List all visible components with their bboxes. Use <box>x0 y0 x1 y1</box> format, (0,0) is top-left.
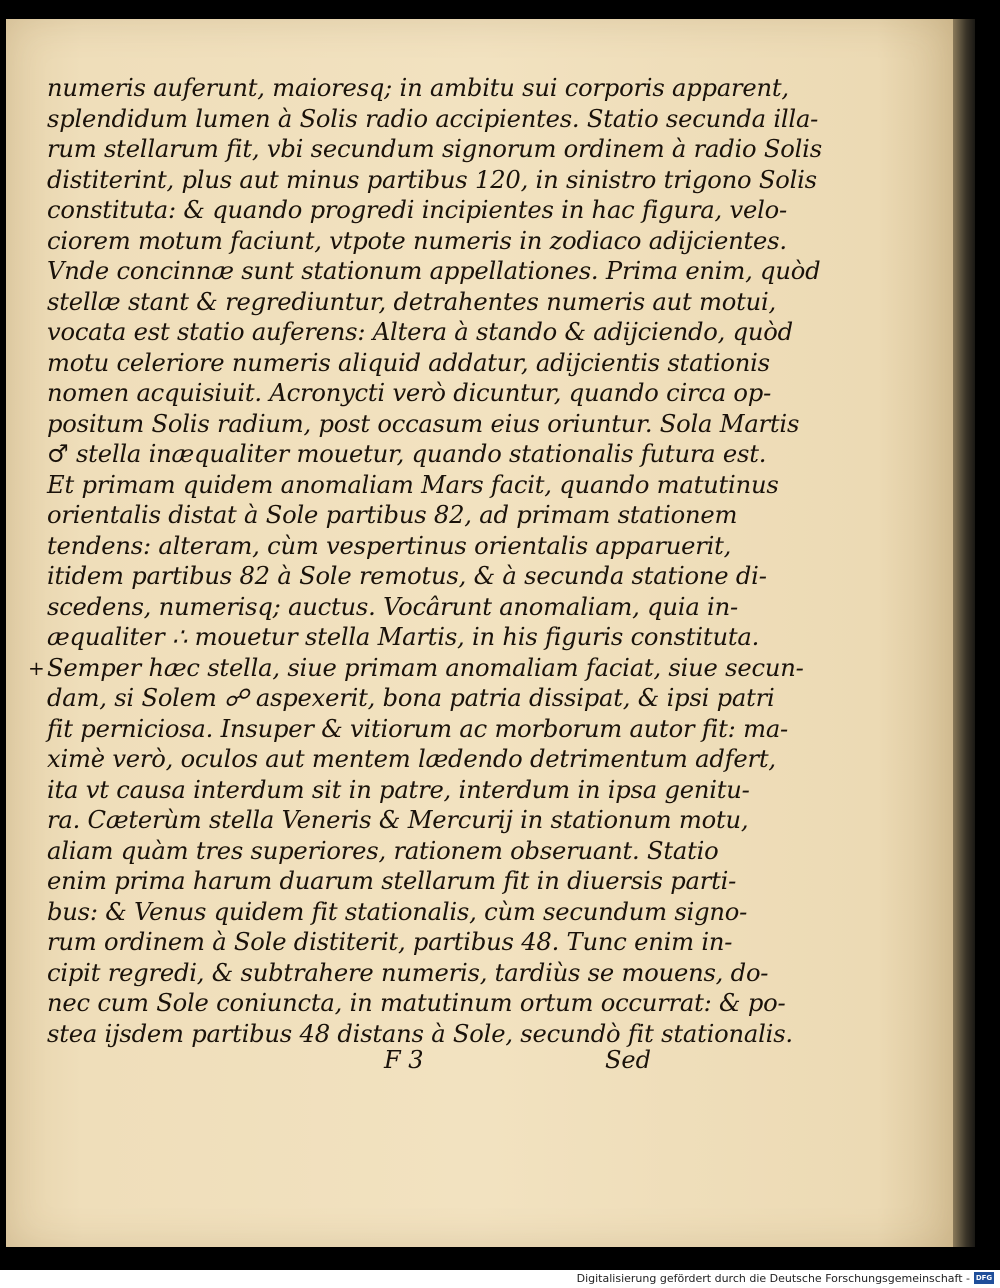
text-line-content: stea ijsdem partibus 48 distans à Sole, secundò fit stationalis. <box>47 1019 793 1048</box>
text-line-content: Vnde concinnæ sunt stationum appellationes. Prima enim, quòd <box>47 257 821 285</box>
text-line-content: dam, si Solem ☍ aspexerit, bona patria dissipat, & ipsi patri <box>47 684 775 712</box>
text-line-content: nec cum Sole coniuncta, in matutinum ortum occurrat: & po- <box>47 989 786 1017</box>
page-footer <box>47 1046 651 1078</box>
margin-cross-mark: + <box>28 655 45 680</box>
text-line-content: tendens: alteram, cùm vespertinus orientalis apparuerit, <box>47 531 732 560</box>
text-line-content: orientalis distat à Sole partibus 82, ad primam stationem <box>47 501 738 529</box>
text-line-content: aliam quàm tres superiores, rationem obseruant. Statio <box>47 836 719 865</box>
text-line <box>47 1019 793 1050</box>
text-line <box>47 714 789 745</box>
page-edge-shadow <box>953 19 975 1247</box>
text-line-content: rum ordinem à Sole distiterit, partibus 48. Tunc enim in- <box>47 928 733 956</box>
text-line-content: distiterint, plus aut minus partibus 120, in sinistro trigono Solis <box>47 165 817 194</box>
text-line <box>47 500 738 531</box>
text-line <box>47 622 760 653</box>
text-line <box>47 378 772 409</box>
catchword: Sed <box>604 1046 651 1074</box>
text-line <box>47 317 793 348</box>
text-line <box>47 805 749 836</box>
signature-mark: F 3 <box>384 1046 424 1074</box>
text-line-content: scedens, numerisq; auctus. Vocârunt anomaliam, quia in- <box>47 592 738 621</box>
text-line <box>47 226 787 257</box>
text-line <box>47 470 779 501</box>
text-line-content: motu celeriore numeris aliquid addatur, adijcientis stationis <box>47 348 770 377</box>
text-line-content: constituta: & quando progredi incipientes in hac figura, velo- <box>47 196 787 224</box>
text-line <box>47 744 776 775</box>
text-line-content: vocata est statio auferens: Altera à stando & adijciendo, quòd <box>47 318 793 346</box>
text-line-content: positum Solis radium, post occasum eius oriuntur. Sola Martis <box>47 409 800 438</box>
text-line-content: fit perniciosa. Insuper & vitiorum ac morborum autor fit: ma- <box>47 714 789 743</box>
text-line-content: Et primam quidem anomaliam Mars facit, quando matutinus <box>47 470 779 499</box>
text-line-content: ciorem motum faciunt, vtpote numeris in zodiaco adijcientes. <box>47 226 787 255</box>
text-line-content: ximè verò, oculos aut mentem lædendo detrimentum adfert, <box>47 745 776 773</box>
text-line <box>47 836 719 867</box>
text-line-content: ra. Cæterùm stella Veneris & Mercurij in stationum motu, <box>47 806 749 834</box>
funding-credit: Digitalisierung gefördert durch die Deutsche Forschungsgemeinschaft - <box>576 1272 970 1285</box>
text-line <box>47 348 770 379</box>
text-line <box>47 439 767 470</box>
text-line <box>47 104 819 135</box>
text-line <box>47 531 732 562</box>
text-line <box>47 927 733 958</box>
text-line <box>47 165 817 196</box>
text-line-content: rum stellarum fit, vbi secundum signorum ordinem à radio Solis <box>47 135 822 163</box>
text-line <box>47 561 767 592</box>
text-line <box>47 73 789 104</box>
text-line <box>47 592 738 623</box>
text-line-content: æqualiter ∴ mouetur stella Martis, in his figuris constituta. <box>47 623 760 651</box>
dfg-logo: DFG <box>975 1274 993 1282</box>
text-line <box>47 866 737 897</box>
text-line-content: splendidum lumen à Solis radio accipientes. Statio secunda illa- <box>47 104 819 133</box>
text-line-content: ♂ stella inæqualiter mouetur, quando stationalis futura est. <box>47 440 767 468</box>
text-line-content: bus: & Venus quidem fit stationalis, cùm secundum signo- <box>47 897 748 926</box>
text-line <box>47 256 821 287</box>
text-line <box>47 195 787 226</box>
text-line-content: cipit regredi, & subtrahere numeris, tardiùs se mouens, do- <box>47 958 769 987</box>
text-line <box>47 958 769 989</box>
text-line <box>47 897 748 928</box>
text-line <box>47 134 822 165</box>
text-line-content: stellæ stant & regrediuntur, detrahentes numeris aut motui, <box>47 287 777 316</box>
text-line <box>47 409 800 440</box>
text-line <box>47 287 777 318</box>
text-line <box>47 775 750 806</box>
text-line <box>47 988 786 1019</box>
text-line-content: enim prima harum duarum stellarum fit in diuersis parti- <box>47 867 737 895</box>
text-line <box>28 653 804 684</box>
text-line-content: Semper hæc stella, siue primam anomaliam faciat, siue secun- <box>47 653 804 682</box>
body-text <box>28 73 822 1049</box>
text-line-content: nomen acquisiuit. Acronycti verò dicuntur, quando circa op- <box>47 379 772 407</box>
text-line-content: numeris auferunt, maioresq; in ambitu sui corporis apparent, <box>47 74 789 102</box>
text-line-content: ita vt causa interdum sit in patre, interdum in ipsa genitu- <box>47 775 750 804</box>
text-line-content: itidem partibus 82 à Sole remotus, & à secunda statione di- <box>47 562 767 590</box>
text-line <box>47 683 775 714</box>
